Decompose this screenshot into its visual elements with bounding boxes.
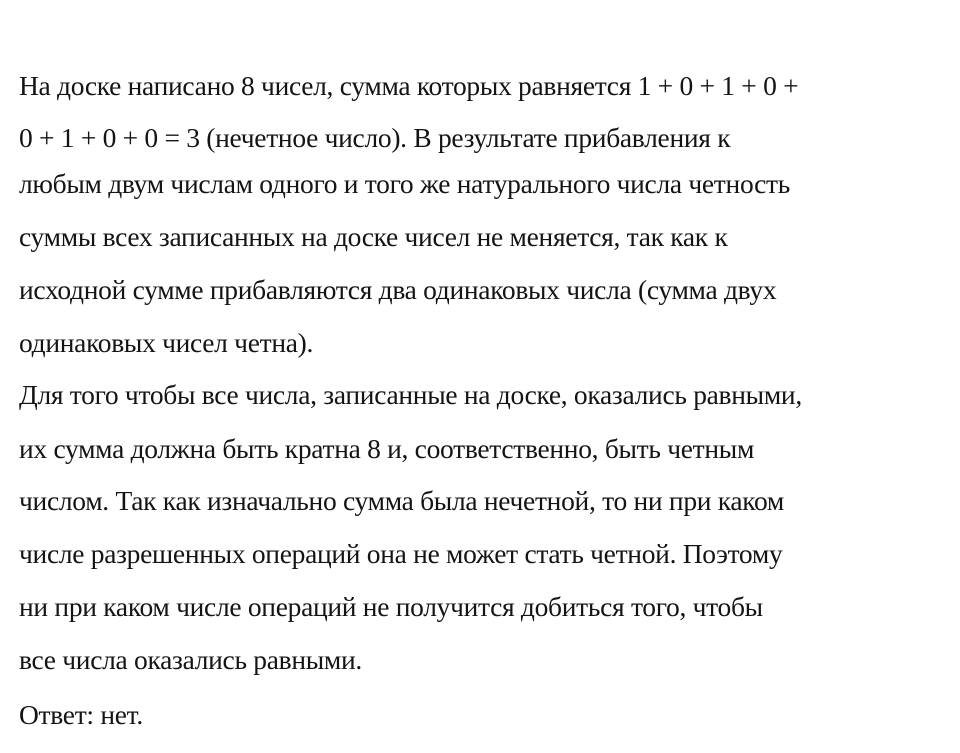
answer-line: Ответ: нет. [19,699,143,730]
text-line: На доске написано 8 чисел, сумма которых равняется 1 + 0 + 1 + 0 + [19,70,799,101]
text-line: любым двум числам одного и того же натурального числа четность [19,168,790,199]
text-line: Для того чтобы все числа, записанные на доске, оказались равными, [19,379,802,410]
text-line: суммы всех записанных на доске чисел не меняется, так как к [19,221,728,252]
text-line: все числа оказались равными. [19,644,363,675]
text-line: 0 + 1 + 0 + 0 = 3 (нечетное число). В результате прибавления к [19,122,731,153]
text-line: их сумма должна быть кратна 8 и, соответственно, быть четным [19,433,755,464]
text-line: одинаковых чисел четна). [19,327,314,358]
text-line: ни при каком числе операций не получится добиться того, чтобы [19,591,763,622]
text-line: числом. Так как изначально сумма была нечетной, то ни при каком [19,485,784,516]
text-line: исходной сумме прибавляются два одинаковых числа (сумма двух [19,274,777,305]
text-line: числе разрешенных операций она не может стать четной. Поэтому [19,538,783,569]
